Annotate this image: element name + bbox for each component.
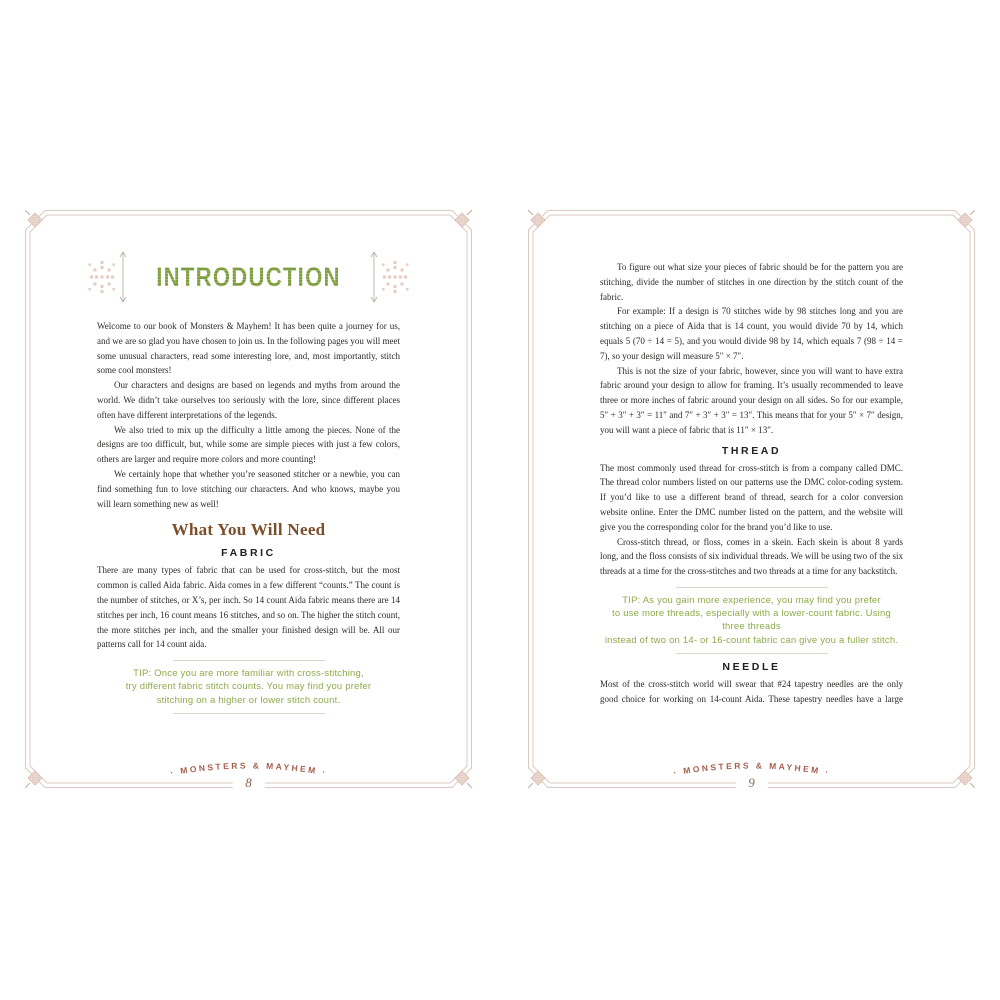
- thread-paragraph: The most commonly used thread for cross-stitch is from a company called DMC. The thread color numbers listed on our patterns use the DMC color-coding system. If you’d like to use a different brand of thread, search for a color conversion website online. Enter the DMC number listed on the pattern, and the website will give you the corresponding color for the brand you’d like to use.: [600, 462, 903, 532]
- intro-paragraph: Welcome to our book of Monsters & Mayhem! It has been quite a journey for us, and we are so glad you have chosen to join us. In the following pages you will meet some unusual characters, read some interesting lore, and, most importantly, stitch some cool monsters!: [97, 321, 400, 376]
- subsection-heading-fabric: FABRIC: [221, 547, 276, 560]
- page-left: [25, 210, 472, 788]
- body-paragraph: This is not the size of your fabric, however, since you will want to have extra fabric around your design to allow for framing. It’s usually recommended to leave three or more inches of fabric around your design on all sides. So for our example, 5″ + 3″ + 3″ = 11″ and 7″ + 3″ + 3″ = 13″. This means that for your 5″ × 7″ design, you will want a piece of fabric that is 11″ × 13″.: [600, 365, 903, 435]
- tip-divider-top: [173, 660, 325, 661]
- page-left-content: [25, 210, 472, 788]
- tip-text-line: TIP: As you gain more experience, you may find you prefer: [622, 594, 881, 606]
- subsection-heading-needle: NEEDLE: [722, 660, 781, 673]
- title-row: [97, 248, 400, 306]
- page-right: [528, 210, 975, 788]
- tip-text-line: to use more threads, especially with a lower-count fabric. Using three threads: [612, 608, 891, 633]
- footer-series-text: · MONSTERS & MAYHEM ·: [672, 760, 831, 778]
- intro-paragraph: Our characters and designs are based on legends and myths from around the world. We didn’t take ourselves too seriously with the lore, since different places often have different interpretations of the legends.: [97, 380, 400, 420]
- page-number: 8: [232, 775, 265, 791]
- intro-paragraph: We certainly hope that whether you’re seasoned stitcher or a newbie, you can find something fun to love stitching our characters. And who knows, maybe you will learn something new as well!: [97, 468, 400, 509]
- tip-divider-top: [676, 587, 828, 588]
- page-right-content: [528, 210, 975, 788]
- page-number: 9: [735, 775, 768, 791]
- needle-paragraph: Most of the cross-stitch world will swear that #24 tapestry needles are the only good choice for working on 14-count Aida. These tapestry needles have a large: [600, 678, 903, 704]
- tip-block: [600, 587, 903, 654]
- page-title: INTRODUCTION: [156, 261, 341, 292]
- cross-stitch-ornament-right-icon: [369, 249, 411, 305]
- tip-block: [97, 660, 400, 714]
- subsection-heading-thread: THREAD: [721, 444, 782, 457]
- tip-text-line: instead of two on 14- or 16-count fabric can give you a fuller stitch.: [604, 634, 899, 646]
- tip-text-line: try different fabric stitch counts. You may find you prefer: [125, 681, 372, 693]
- footer-series-text: · MONSTERS & MAYHEM ·: [169, 760, 328, 778]
- intro-paragraph: We also tried to mix up the difficulty a little among the pieces. None of the designs are too difficult, but, while some are simple pieces with just a few colors, others are larger and require more colors and more counting!: [97, 424, 400, 465]
- thread-paragraph: Cross-stitch thread, or floss, comes in a skein. Each skein is about 8 yards long, and the floss consists of six individual threads. We will be using two of the six threads at a time for the cross-stitches and two threads at a time for any backstitch.: [600, 536, 903, 577]
- tip-divider-bottom: [173, 713, 325, 714]
- tip-divider-bottom: [676, 653, 828, 654]
- tip-text-line: stitching on a higher or lower stitch count.: [156, 694, 341, 706]
- cross-stitch-ornament-left-icon: [86, 249, 128, 305]
- tip-text-line: TIP: Once you are more familiar with cross-stitching,: [133, 668, 364, 680]
- body-paragraph: To figure out what size your pieces of fabric should be for the pattern you are stitching, divide the number of stitches in one direction by the stitch count of the fabric.: [600, 262, 903, 302]
- body-paragraph: For example: If a design is 70 stitches wide by 98 stitches long and you are stitching on a piece of Aida that is 14 count, you would divide 70 by 14, which equals 5 (70 ÷ 14 = 5), and you would divide 98 by 14, which equals 7 (98 ÷ 14 = 7), so your design will measure 5″ × 7″.: [600, 306, 903, 361]
- section-heading-what-you-will-need: What You Will Need: [171, 520, 326, 540]
- fabric-paragraph: There are many types of fabric that can be used for cross-stitch, but the most common is called Aida fabric. Aida comes in a few different “counts.” The count is the number of stitches, or X’s, per inch. So 14 count Aida fabric means there are 14 stitches per inch, 16 count means 16 stitches, and so on. The higher the stitch count, the more stitches per inch, and the smaller your finished design will be. All our patterns call for 14 count aida.: [97, 565, 400, 650]
